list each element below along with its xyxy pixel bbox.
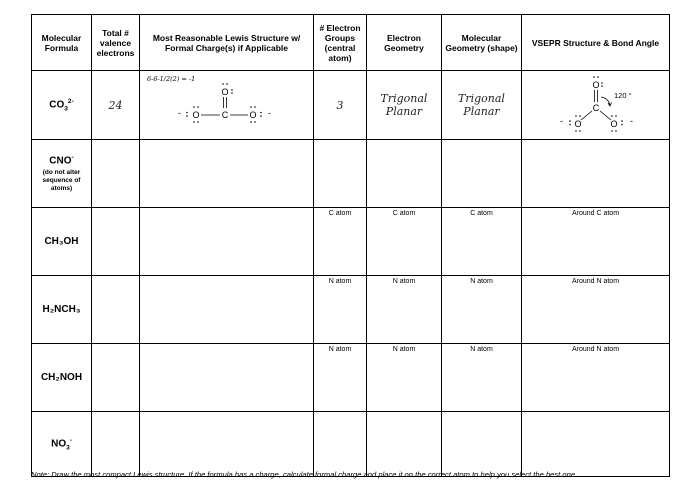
electron-geometry-cell[interactable]: C atom <box>367 208 442 276</box>
bond-angle-label: 120 ° <box>614 91 632 100</box>
header-lewis: Most Reasonable Lewis Structure w/ Formal Charge(s) if Applicable <box>140 15 314 71</box>
header-valence: Total # valence electrons <box>92 15 140 71</box>
valence-cell[interactable] <box>92 140 140 208</box>
groups-cell[interactable] <box>314 412 367 477</box>
header-vsepr: VSEPR Structure & Bond Angle <box>522 15 670 71</box>
formula-cell: CH₃OH <box>32 208 92 276</box>
oxygen-top: O <box>221 87 229 97</box>
electron-geometry-cell[interactable]: N atom <box>367 276 442 344</box>
lewis-cell[interactable] <box>140 276 314 344</box>
table-row-ch2noh <box>32 344 670 412</box>
oxygen-right: O <box>249 110 257 120</box>
vsepr-cell[interactable] <box>522 71 670 140</box>
charge-right: - <box>630 116 633 126</box>
carbon-center: C <box>221 110 229 120</box>
table-row-ch3oh <box>32 208 670 276</box>
carbon-center: C <box>592 103 600 113</box>
formula-cell: $CO_3^{2-}$ <box>32 71 92 140</box>
table-row-h2nch3 <box>32 276 670 344</box>
molecular-geometry-cell[interactable]: C atom <box>442 208 522 276</box>
molecular-geometry-cell[interactable] <box>442 412 522 477</box>
oxygen-top: O <box>592 80 600 90</box>
molecular-geometry-cell[interactable] <box>442 140 522 208</box>
header-row <box>32 15 670 71</box>
groups-cell[interactable]: C atom <box>314 208 367 276</box>
formula-cell: CH₂NOH <box>32 344 92 412</box>
formula-cell: $NO_3^-$ <box>32 412 92 477</box>
formula-cell: CNO- (do not alter sequence of atoms) <box>32 140 92 208</box>
vsepr-cell[interactable]: Around C atom <box>522 208 670 276</box>
vsepr-cell[interactable]: Around N atom <box>522 344 670 412</box>
header-molecular-geometry: Molecular Geometry (shape) <box>442 15 522 71</box>
lewis-cell[interactable] <box>140 208 314 276</box>
table-row-no3 <box>32 412 670 477</box>
electron-geometry-cell[interactable] <box>367 412 442 477</box>
oxygen-right: O <box>610 119 618 129</box>
co3-lewis-structure <box>140 71 314 137</box>
vsepr-cell[interactable] <box>522 140 670 208</box>
lewis-cell[interactable] <box>140 412 314 477</box>
footnote: Note: Draw the most compact Lewis structure. If the formula has a charge, calculate formal charge and place it on the correct atom to help you select the best one. <box>31 470 578 479</box>
vsepr-cell[interactable] <box>522 412 670 477</box>
charge-left: - <box>178 108 181 118</box>
electron-geometry-answer: Trigonal Planar <box>367 71 442 140</box>
electron-geometry-cell[interactable] <box>367 140 442 208</box>
charge-right: - <box>268 108 271 118</box>
table-row-co3 <box>32 71 670 140</box>
lewis-cell[interactable] <box>140 344 314 412</box>
oxygen-left: O <box>574 119 582 129</box>
groups-cell[interactable] <box>314 140 367 208</box>
formal-charge-calc: 6-6-1/2(2) = -1 <box>147 75 196 83</box>
header-groups: # Electron Groups (central atom) <box>314 15 367 71</box>
co3-vsepr-structure <box>522 71 670 137</box>
charge-left: - <box>560 116 563 126</box>
groups-cell[interactable]: N atom <box>314 276 367 344</box>
worksheet-table <box>31 14 670 477</box>
groups-answer: 3 <box>314 71 367 140</box>
electron-geometry-cell[interactable]: N atom <box>367 344 442 412</box>
molecular-geometry-cell[interactable]: N atom <box>442 344 522 412</box>
valence-cell[interactable] <box>92 412 140 477</box>
molecular-geometry-cell[interactable]: N atom <box>442 276 522 344</box>
header-formula: Molecular Formula <box>32 15 92 71</box>
valence-cell[interactable] <box>92 208 140 276</box>
formula-cell: H₂NCH₃ <box>32 276 92 344</box>
lewis-cell[interactable] <box>140 71 314 140</box>
valence-cell[interactable] <box>92 276 140 344</box>
lewis-cell[interactable] <box>140 140 314 208</box>
molecular-geometry-answer: Trigonal Planar <box>442 71 522 140</box>
vsepr-cell[interactable]: Around N atom <box>522 276 670 344</box>
header-electron-geometry: Electron Geometry <box>367 15 442 71</box>
table-row-cno <box>32 140 670 208</box>
formula-note: (do not alter sequence of atoms) <box>42 168 81 192</box>
valence-answer: 24 <box>92 71 140 140</box>
groups-cell[interactable]: N atom <box>314 344 367 412</box>
valence-cell[interactable] <box>92 344 140 412</box>
oxygen-left: O <box>192 110 200 120</box>
